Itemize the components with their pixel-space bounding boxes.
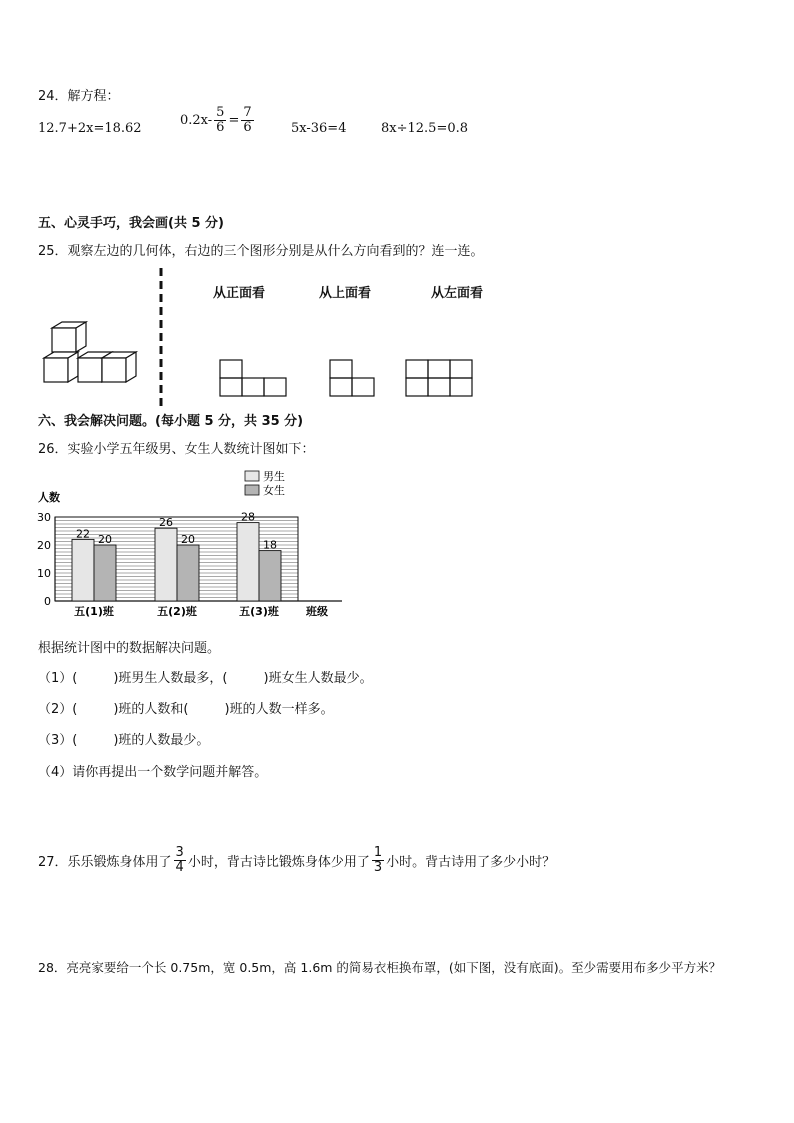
q27-part-a: 27．乐乐锻炼身体用了 <box>38 854 172 870</box>
bar-value-label: 20 <box>181 533 195 546</box>
3d-solid <box>44 322 136 382</box>
q27-fraction-1 <box>174 846 186 874</box>
q24-eq2-prefix: 0.2x- <box>180 112 213 128</box>
q27-part-b: 小时，背古诗比锻炼身体少用了 <box>187 854 370 870</box>
bar-value-label: 20 <box>98 533 112 546</box>
fraction-denominator: 4 <box>175 859 184 875</box>
section-6-heading: 六、我会解决问题。(每小题 5 分，共 35 分) <box>38 414 304 429</box>
fraction-numerator: 3 <box>175 845 184 860</box>
view-left-shape <box>406 360 472 396</box>
q26-sub-3 <box>38 729 209 748</box>
q27-text <box>38 846 555 874</box>
q24-eq2-fraction-1 <box>214 106 226 134</box>
q26-sub-4: （4）请你再提出一个数学问题并解答。 <box>38 765 268 780</box>
bar <box>72 539 94 601</box>
bar <box>94 545 116 601</box>
sub1-part-a: （1）( <box>38 671 78 686</box>
q28-text: 28．亮亮家要给一个长 0.75m，宽 0.5m，高 1.6m 的简易衣柜换布罩，(如下图，没有底面)。至少需要用布多少平方米？ <box>38 960 722 975</box>
bar-value-label: 18 <box>263 538 277 552</box>
q24-equation-3: 5x-36=4 <box>291 121 347 136</box>
x-axis-label: 班级 <box>306 605 328 618</box>
view-label-front: 从正面看 <box>213 286 266 301</box>
bar-value-label: 28 <box>241 510 255 524</box>
sub2-part-b: )班的人数和( <box>113 702 189 717</box>
y-tick-label: 0 <box>44 595 51 608</box>
fraction-denominator: 6 <box>216 119 225 135</box>
q26-text: 26．实验小学五年级男、女生人数统计图如下： <box>38 442 315 457</box>
q24-equation-1: 12.7+2x=18.62 <box>38 121 142 136</box>
y-tick-label: 30 <box>37 511 51 524</box>
view-top-shape <box>330 360 374 396</box>
bar <box>237 523 259 601</box>
q26-sub-1 <box>38 667 373 686</box>
fraction-numerator: 1 <box>373 845 383 860</box>
q26-intro: 根据统计图中的数据解决问题。 <box>38 641 221 656</box>
q24-title: 24．解方程： <box>38 89 120 104</box>
y-axis-label: 人数 <box>38 491 60 504</box>
q24-eq2-equals: = <box>228 112 240 128</box>
bar-value-label: 22 <box>76 527 90 541</box>
legend-label: 女生 <box>263 484 285 497</box>
x-tick-label: 五(3)班 <box>239 605 279 618</box>
bar-chart <box>30 464 360 624</box>
q24-equation-2 <box>180 106 256 134</box>
legend-swatch <box>245 471 259 481</box>
section-5-heading: 五、心灵手巧，我会画(共 5 分) <box>38 216 224 231</box>
sub2-part-a: （2）( <box>38 702 78 717</box>
sub1-part-b: )班男生人数最多，( <box>113 671 228 686</box>
sub1-part-c: )班女生人数最少。 <box>263 671 373 686</box>
fraction-denominator: 6 <box>243 119 252 135</box>
q26-sub-2 <box>38 698 334 717</box>
bar-value-label: 26 <box>159 516 173 530</box>
x-tick-label: 五(1)班 <box>74 605 114 618</box>
q24-equation-4: 8x÷12.5=0.8 <box>381 121 469 136</box>
legend-label: 男生 <box>263 470 285 483</box>
bar <box>177 545 199 601</box>
bar <box>155 528 177 601</box>
q24-eq2-fraction-2 <box>241 106 253 134</box>
view-front-shape <box>220 360 286 396</box>
q27-fraction-2 <box>372 846 384 874</box>
bar <box>259 551 281 601</box>
y-tick-label: 10 <box>37 567 51 580</box>
q25-text: 25．观察左边的几何体，右边的三个图形分别是从什么方向看到的？连一连。 <box>38 244 484 259</box>
sub3-part-a: （3）( <box>38 733 78 748</box>
fraction-numerator: 7 <box>243 105 252 120</box>
fraction-numerator: 5 <box>216 105 225 120</box>
view-label-top: 从上面看 <box>319 286 372 301</box>
y-tick-label: 20 <box>37 539 51 552</box>
q27-part-c: 小时。背古诗用了多少小时？ <box>386 854 556 870</box>
legend-swatch <box>245 485 259 495</box>
x-tick-label: 五(2)班 <box>157 605 197 618</box>
sub3-part-b: )班的人数最少。 <box>113 733 210 748</box>
sub2-part-c: )班的人数一样多。 <box>224 702 334 717</box>
fraction-denominator: 3 <box>373 859 383 875</box>
view-label-left: 从左面看 <box>431 286 484 301</box>
